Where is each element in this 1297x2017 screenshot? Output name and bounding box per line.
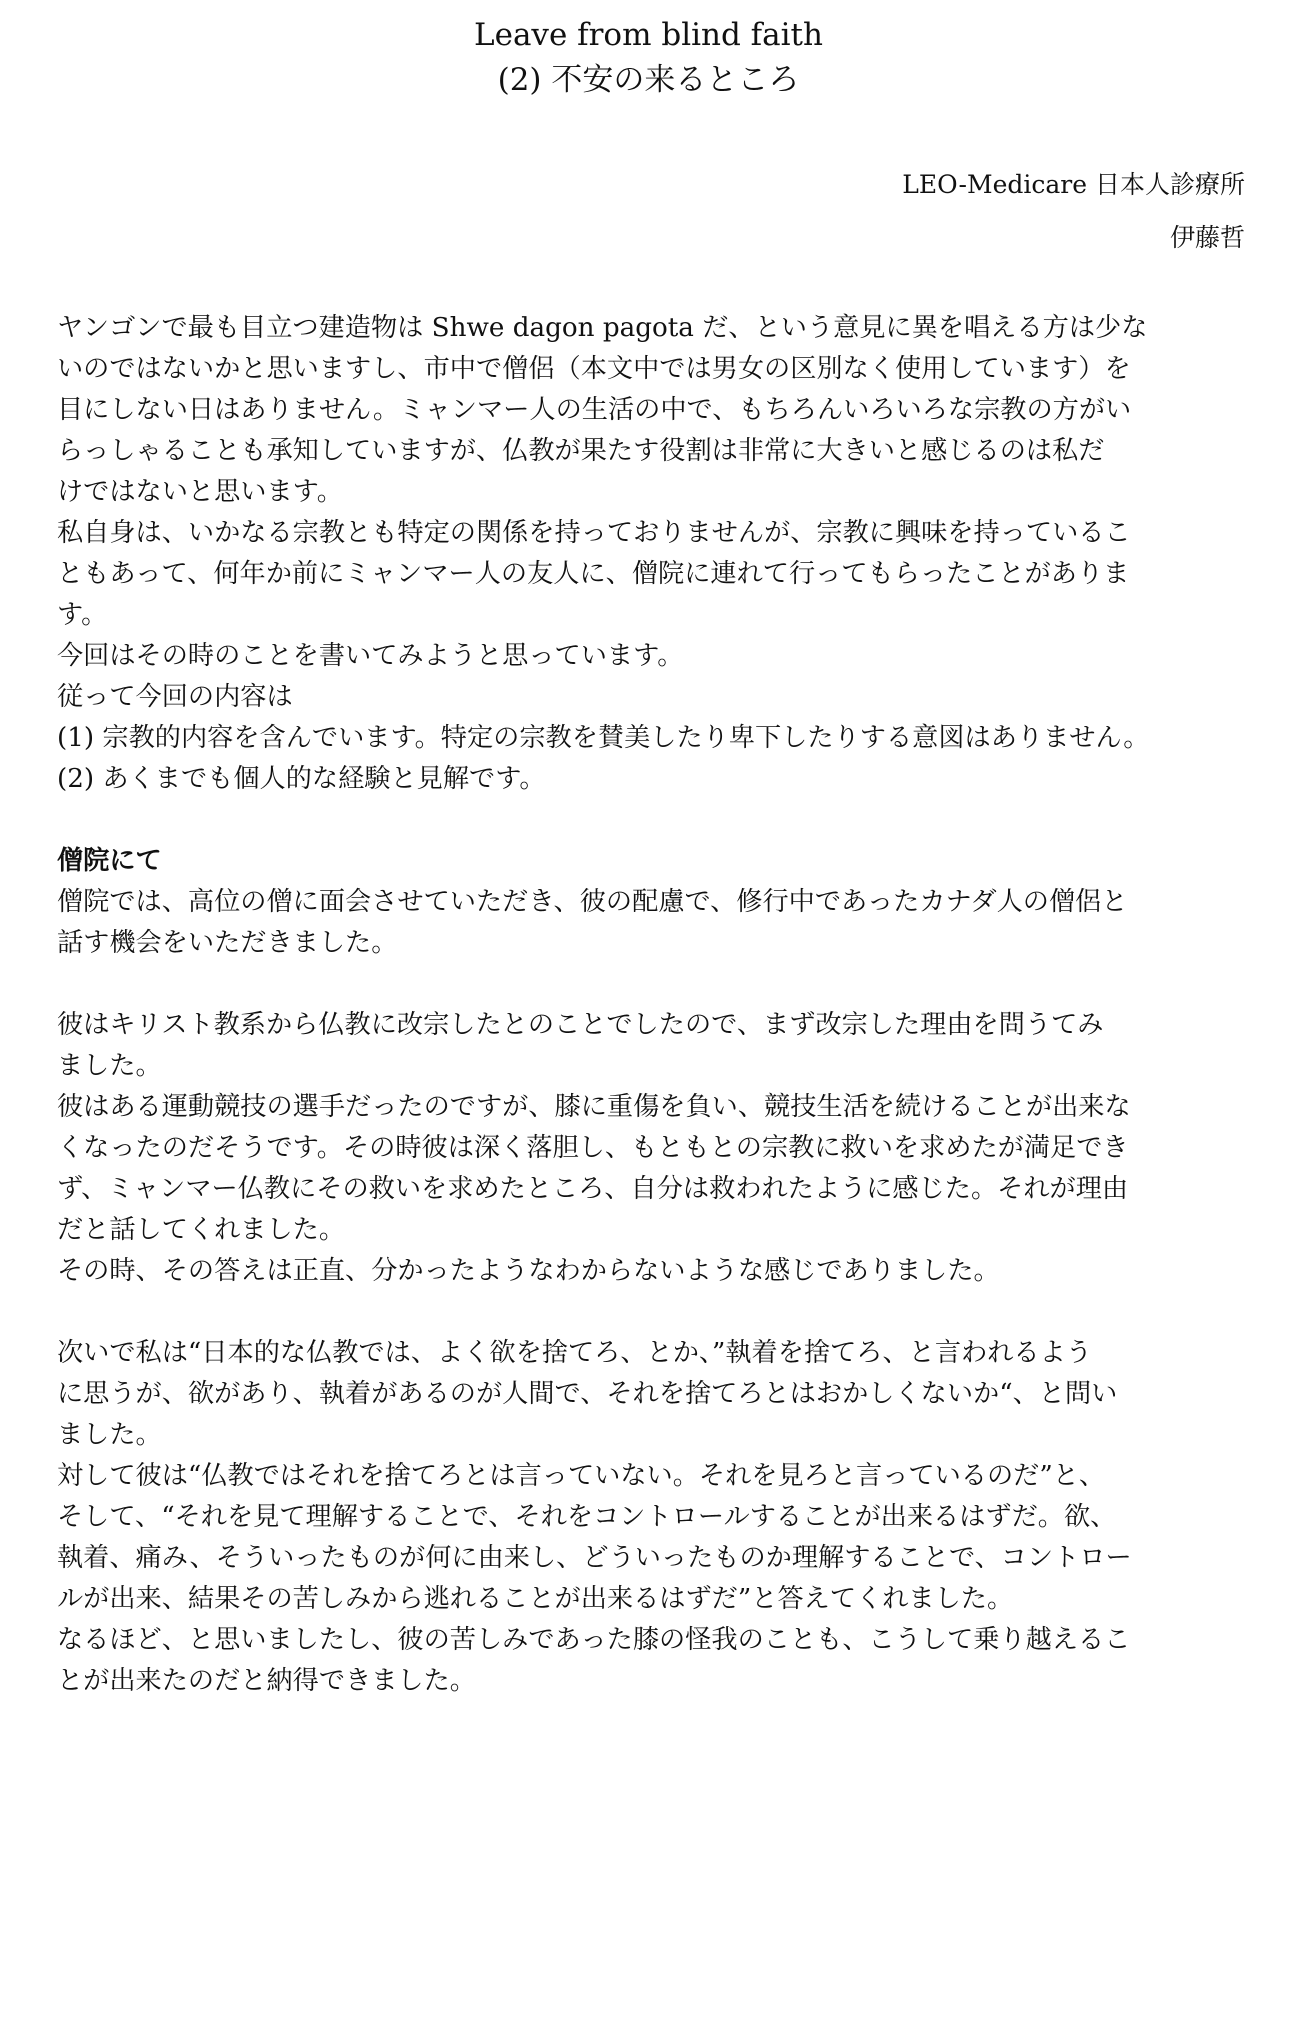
paragraph-line: ヤンゴンで最も目立つ建造物は Shwe dagon pagota だ、という意見に異を唱える方は少な xyxy=(57,313,1148,343)
paragraph-line: す。 xyxy=(57,600,108,630)
document-title: Leave from blind faith xyxy=(474,17,823,53)
paragraph-line: とが出来たのだと納得できました。 xyxy=(57,1666,476,1696)
paragraph-line: 執着、痛み、そういったものが何に由来し、どういったものか理解することで、コントロー xyxy=(57,1543,1132,1573)
paragraph-line: 話す機会をいただきました。 xyxy=(57,928,398,958)
paragraph-line: 今回はその時のことを書いてみようと思っています。 xyxy=(57,641,684,671)
paragraph-line: だと話してくれました。 xyxy=(57,1215,346,1245)
list-item: (2) あくまでも個人的な経験と見解です。 xyxy=(57,764,546,794)
paragraph-gap xyxy=(57,800,1247,841)
paragraph-line: 僧院では、高位の僧に面会させていただき、彼の配慮で、修行中であったカナダ人の僧侶と xyxy=(57,887,1128,917)
paragraph-line: に思うが、欲があり、執着があるのが人間で、それを捨てろとはおかしくないか“、と問い xyxy=(57,1379,1118,1409)
paragraph-line: その時、その答えは正直、分かったようなわからないような感じでありました。 xyxy=(57,1256,1000,1286)
paragraph-line: 私自身は、いかなる宗教とも特定の関係を持っておりませんが、宗教に興味を持っているこ xyxy=(57,518,1131,548)
paragraph-gap xyxy=(57,1292,1247,1333)
document-subtitle: (2) 不安の来るところ xyxy=(497,62,800,98)
list-item: (1) 宗教的内容を含んでいます。特定の宗教を賛美したり卑下したりする意図はありません。 xyxy=(57,723,1150,753)
paragraph-line: そして、“それを見て理解することで、それをコントロールすることが出来るはずだ。欲、 xyxy=(57,1502,1117,1532)
author-name: 伊藤哲 xyxy=(1169,223,1245,252)
paragraph-line: ました。 xyxy=(57,1051,162,1081)
author-affiliation: LEO-Medicare 日本人診療所 xyxy=(902,170,1245,199)
paragraph-line: らっしゃることも承知していますが、仏教が果たす役割は非常に大きいと感じるのは私だ xyxy=(57,436,1105,466)
document-body xyxy=(57,308,1247,1702)
paragraph-gap xyxy=(57,964,1247,1005)
paragraph-line: ともあって、何年か前にミャンマー人の友人に、僧院に連れて行ってもらったことがありま xyxy=(57,559,1130,589)
paragraph-line: 従って今回の内容は xyxy=(57,682,293,712)
paragraph-line: ルが出来、結果その苦しみから逃れることが出来るはずだ”と答えてくれました。 xyxy=(57,1584,1014,1614)
paragraph-line: ず、ミャンマー仏教にその救いを求めたところ、自分は救われたように感じた。それが理由 xyxy=(57,1174,1129,1204)
paragraph-line: けではないと思います。 xyxy=(57,477,343,507)
paragraph-line: ました。 xyxy=(57,1420,162,1450)
paragraph-line: くなったのだそうです。その時彼は深く落胆し、もともとの宗教に救いを求めたが満足でき xyxy=(57,1133,1129,1163)
paragraph-line: 次いで私は“日本的な仏教では、よく欲を捨てろ、とか、”執着を捨てろ、と言われるよう xyxy=(57,1338,1092,1368)
paragraph-line: 彼はキリスト教系から仏教に改宗したとのことでしたので、まず改宗した理由を問うてみ xyxy=(57,1010,1104,1040)
paragraph-line: 彼はある運動競技の選手だったのですが、膝に重傷を負い、競技生活を続けることが出来な xyxy=(57,1092,1131,1122)
section-heading: 僧院にて xyxy=(57,846,162,876)
paragraph-line: なるほど、と思いましたし、彼の苦しみであった膝の怪我のことも、こうして乗り越えるこ xyxy=(57,1625,1131,1655)
paragraph-line: 目にしない日はありません。ミャンマー人の生活の中で、もちろんいろいろな宗教の方がい xyxy=(57,395,1132,425)
paragraph-line: いのではないかと思いますし、市中で僧侶（本文中では男女の区別なく使用しています）を xyxy=(57,354,1131,384)
paragraph-line: 対して彼は“仏教ではそれを捨てろとは言っていない。それを見ろと言っているのだ”と、 xyxy=(57,1461,1106,1491)
